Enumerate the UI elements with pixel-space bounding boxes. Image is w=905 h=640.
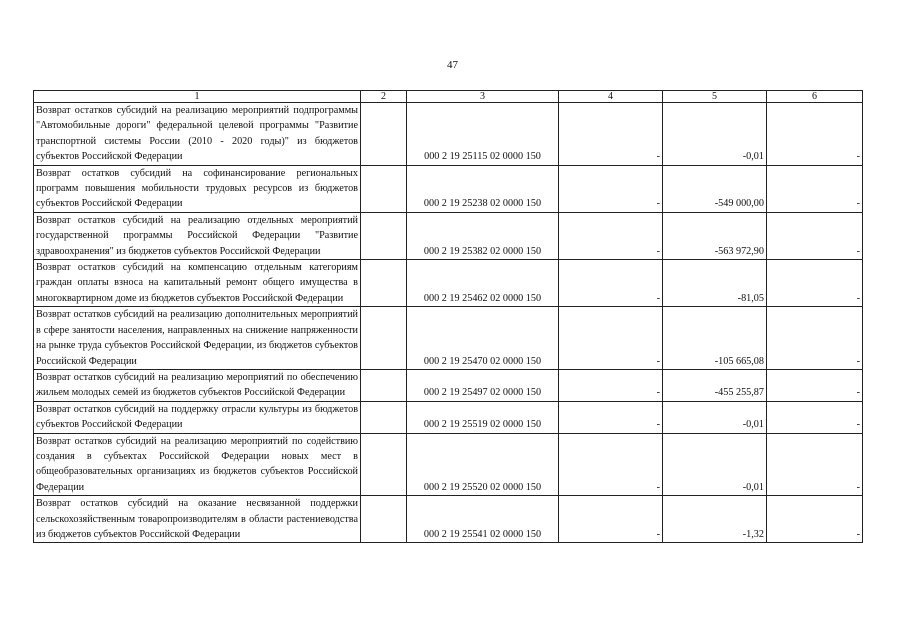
column-header-5: 5: [663, 91, 767, 103]
row-col6: -: [767, 103, 863, 166]
row-col6: -: [767, 496, 863, 543]
column-header-2: 2: [361, 91, 407, 103]
row-col6: -: [767, 212, 863, 259]
column-header-4: 4: [559, 91, 663, 103]
row-amount: -549 000,00: [663, 165, 767, 212]
row-amount: -1,32: [663, 496, 767, 543]
table-row: [34, 433, 863, 496]
row-description: Возврат остатков субсидий на реализацию дополнительных мероприятий в сфере занятости населения, направленных на снижение напряженности на рынке труда субъектов Российской Федерации, из бюджетов субъектов Российской Федерации: [34, 307, 361, 370]
row-col4: -: [559, 165, 663, 212]
row-col2: [361, 103, 407, 166]
row-col2: [361, 433, 407, 496]
row-col4: -: [559, 260, 663, 307]
column-header-3: 3: [407, 91, 559, 103]
row-col2: [361, 401, 407, 433]
row-amount: -563 972,90: [663, 212, 767, 259]
table-row: [34, 260, 863, 307]
row-description: Возврат остатков субсидий на реализацию мероприятий по обеспечению жильем молодых семей из бюджетов субъектов Российской Федерации: [34, 369, 361, 401]
row-amount: -455 255,87: [663, 369, 767, 401]
row-col4: -: [559, 433, 663, 496]
row-col4: -: [559, 212, 663, 259]
row-code: 000 2 19 25115 02 0000 150: [407, 103, 559, 166]
row-amount: -81,05: [663, 260, 767, 307]
row-description: Возврат остатков субсидий на софинансирование региональных программ повышения мобильности трудовых ресурсов из бюджетов субъектов Российской Федерации: [34, 165, 361, 212]
row-col2: [361, 496, 407, 543]
row-amount: -0,01: [663, 433, 767, 496]
row-code: 000 2 19 25541 02 0000 150: [407, 496, 559, 543]
row-description: Возврат остатков субсидий на реализацию мероприятий по содействию создания в субъектах Российской Федерации новых мест в общеобразовательных организациях из бюджетов субъектов Российской Федерации: [34, 433, 361, 496]
row-col6: -: [767, 433, 863, 496]
row-col4: -: [559, 496, 663, 543]
row-col2: [361, 369, 407, 401]
row-col2: [361, 260, 407, 307]
row-col6: -: [767, 260, 863, 307]
row-col4: -: [559, 401, 663, 433]
row-amount: -0,01: [663, 103, 767, 166]
row-description: Возврат остатков субсидий на компенсацию отдельным категориям граждан оплаты взноса на капитальный ремонт общего имущества в многоквартирном доме из бюджетов субъектов Российской Федерации: [34, 260, 361, 307]
table-row: [34, 496, 863, 543]
row-description: Возврат остатков субсидий на оказание несвязанной поддержки сельскохозяйственным товаропроизводителям в области растениеводства из бюджетов субъектов Российской Федерации: [34, 496, 361, 543]
row-description: Возврат остатков субсидий на реализацию отдельных мероприятий государственной программы Российской Федерации "Развитие здравоохранения" из бюджетов субъектов Российской Федерации: [34, 212, 361, 259]
row-col6: -: [767, 165, 863, 212]
row-code: 000 2 19 25519 02 0000 150: [407, 401, 559, 433]
row-code: 000 2 19 25238 02 0000 150: [407, 165, 559, 212]
page-number: 47: [447, 59, 458, 71]
row-description: Возврат остатков субсидий на реализацию мероприятий подпрограммы "Автомобильные дороги" федеральной целевой программы "Развитие транспортной системы России (2010 - 2020 годы)" из бюджетов субъектов Российской Федерации: [34, 103, 361, 166]
row-code: 000 2 19 25520 02 0000 150: [407, 433, 559, 496]
row-col6: -: [767, 369, 863, 401]
row-col4: -: [559, 369, 663, 401]
column-header-6: 6: [767, 91, 863, 103]
row-col2: [361, 307, 407, 370]
row-col2: [361, 212, 407, 259]
table-row: [34, 165, 863, 212]
row-col4: -: [559, 307, 663, 370]
row-col2: [361, 165, 407, 212]
table-row: [34, 401, 863, 433]
table-row: [34, 212, 863, 259]
row-code: 000 2 19 25470 02 0000 150: [407, 307, 559, 370]
table-row: [34, 369, 863, 401]
row-amount: -0,01: [663, 401, 767, 433]
row-col6: -: [767, 307, 863, 370]
row-description: Возврат остатков субсидий на поддержку отрасли культуры из бюджетов субъектов Российской Федерации: [34, 401, 361, 433]
header-row: [34, 91, 863, 103]
row-col4: -: [559, 103, 663, 166]
row-code: 000 2 19 25497 02 0000 150: [407, 369, 559, 401]
table-row: [34, 103, 863, 166]
table-row: [34, 307, 863, 370]
row-col6: -: [767, 401, 863, 433]
row-code: 000 2 19 25382 02 0000 150: [407, 212, 559, 259]
column-header-1: 1: [34, 91, 361, 103]
budget-table: [33, 90, 863, 543]
row-code: 000 2 19 25462 02 0000 150: [407, 260, 559, 307]
row-amount: -105 665,08: [663, 307, 767, 370]
